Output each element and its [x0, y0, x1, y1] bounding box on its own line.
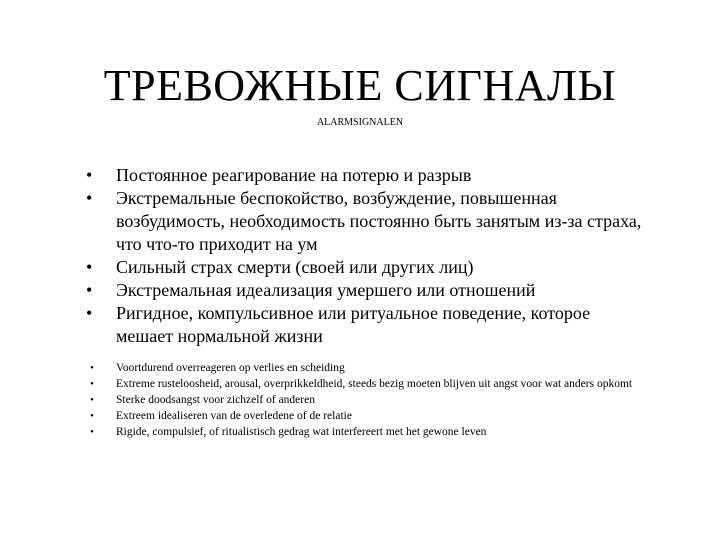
bullet-icon: • [90, 378, 94, 390]
bullet-icon: • [90, 426, 94, 438]
bullet-icon: • [90, 362, 94, 374]
list-item [86, 164, 646, 187]
bullet-icon: • [86, 280, 93, 300]
list-item-text: Sterke doodsangst voor zichzelf of anderen [116, 394, 315, 406]
bullet-icon: • [90, 394, 94, 406]
bullet-icon: • [90, 410, 94, 422]
list-item-text: Экстремальные беспокойство, возбуждение, повышенная возбудимость, необходимость постоянно быть занятым из-за страха, что что-то приходит на ум [116, 188, 642, 254]
list-item [90, 410, 650, 423]
list-item [86, 256, 646, 279]
list-item-text: Voortdurend overreageren op verlies en scheiding [116, 362, 345, 374]
list-item [86, 279, 646, 302]
list-item [90, 362, 650, 375]
list-item-text: Extreme rusteloosheid, arousal, overprikkeldheid, steeds bezig moeten blijven uit angst voor wat anders opkomt [116, 378, 633, 390]
list-item-text: Ригидное, компульсивное или ритуальное поведение, которое мешает нормальной жизни [116, 303, 591, 346]
russian-bullet-list [86, 164, 646, 348]
list-item [86, 187, 646, 256]
bullet-icon: • [86, 188, 93, 208]
slide-title: ТРЕВОЖНЫЕ СИГНАЛЫ [103, 61, 617, 110]
list-item [90, 394, 650, 407]
bullet-icon: • [86, 303, 93, 323]
list-item-text: Rigide, compulsief, of ritualistisch gedrag wat interfereert met het gewone leven [116, 426, 487, 438]
bullet-icon: • [86, 165, 93, 185]
bullet-icon: • [86, 257, 93, 277]
list-item [90, 378, 650, 391]
list-item [86, 302, 646, 348]
list-item-text: Постоянное реагирование на потерю и разрыв [116, 165, 472, 185]
dutch-bullet-list [90, 362, 650, 442]
list-item-text: Сильный страх смерти (своей или других лиц) [116, 257, 474, 277]
list-item-text: Экстремальная идеализация умершего или отношений [116, 280, 536, 300]
list-item [90, 426, 650, 439]
list-item-text: Extreem idealiseren van de overledene of de relatie [116, 410, 352, 422]
slide-subtitle: ALARMSIGNALEN [316, 117, 404, 128]
